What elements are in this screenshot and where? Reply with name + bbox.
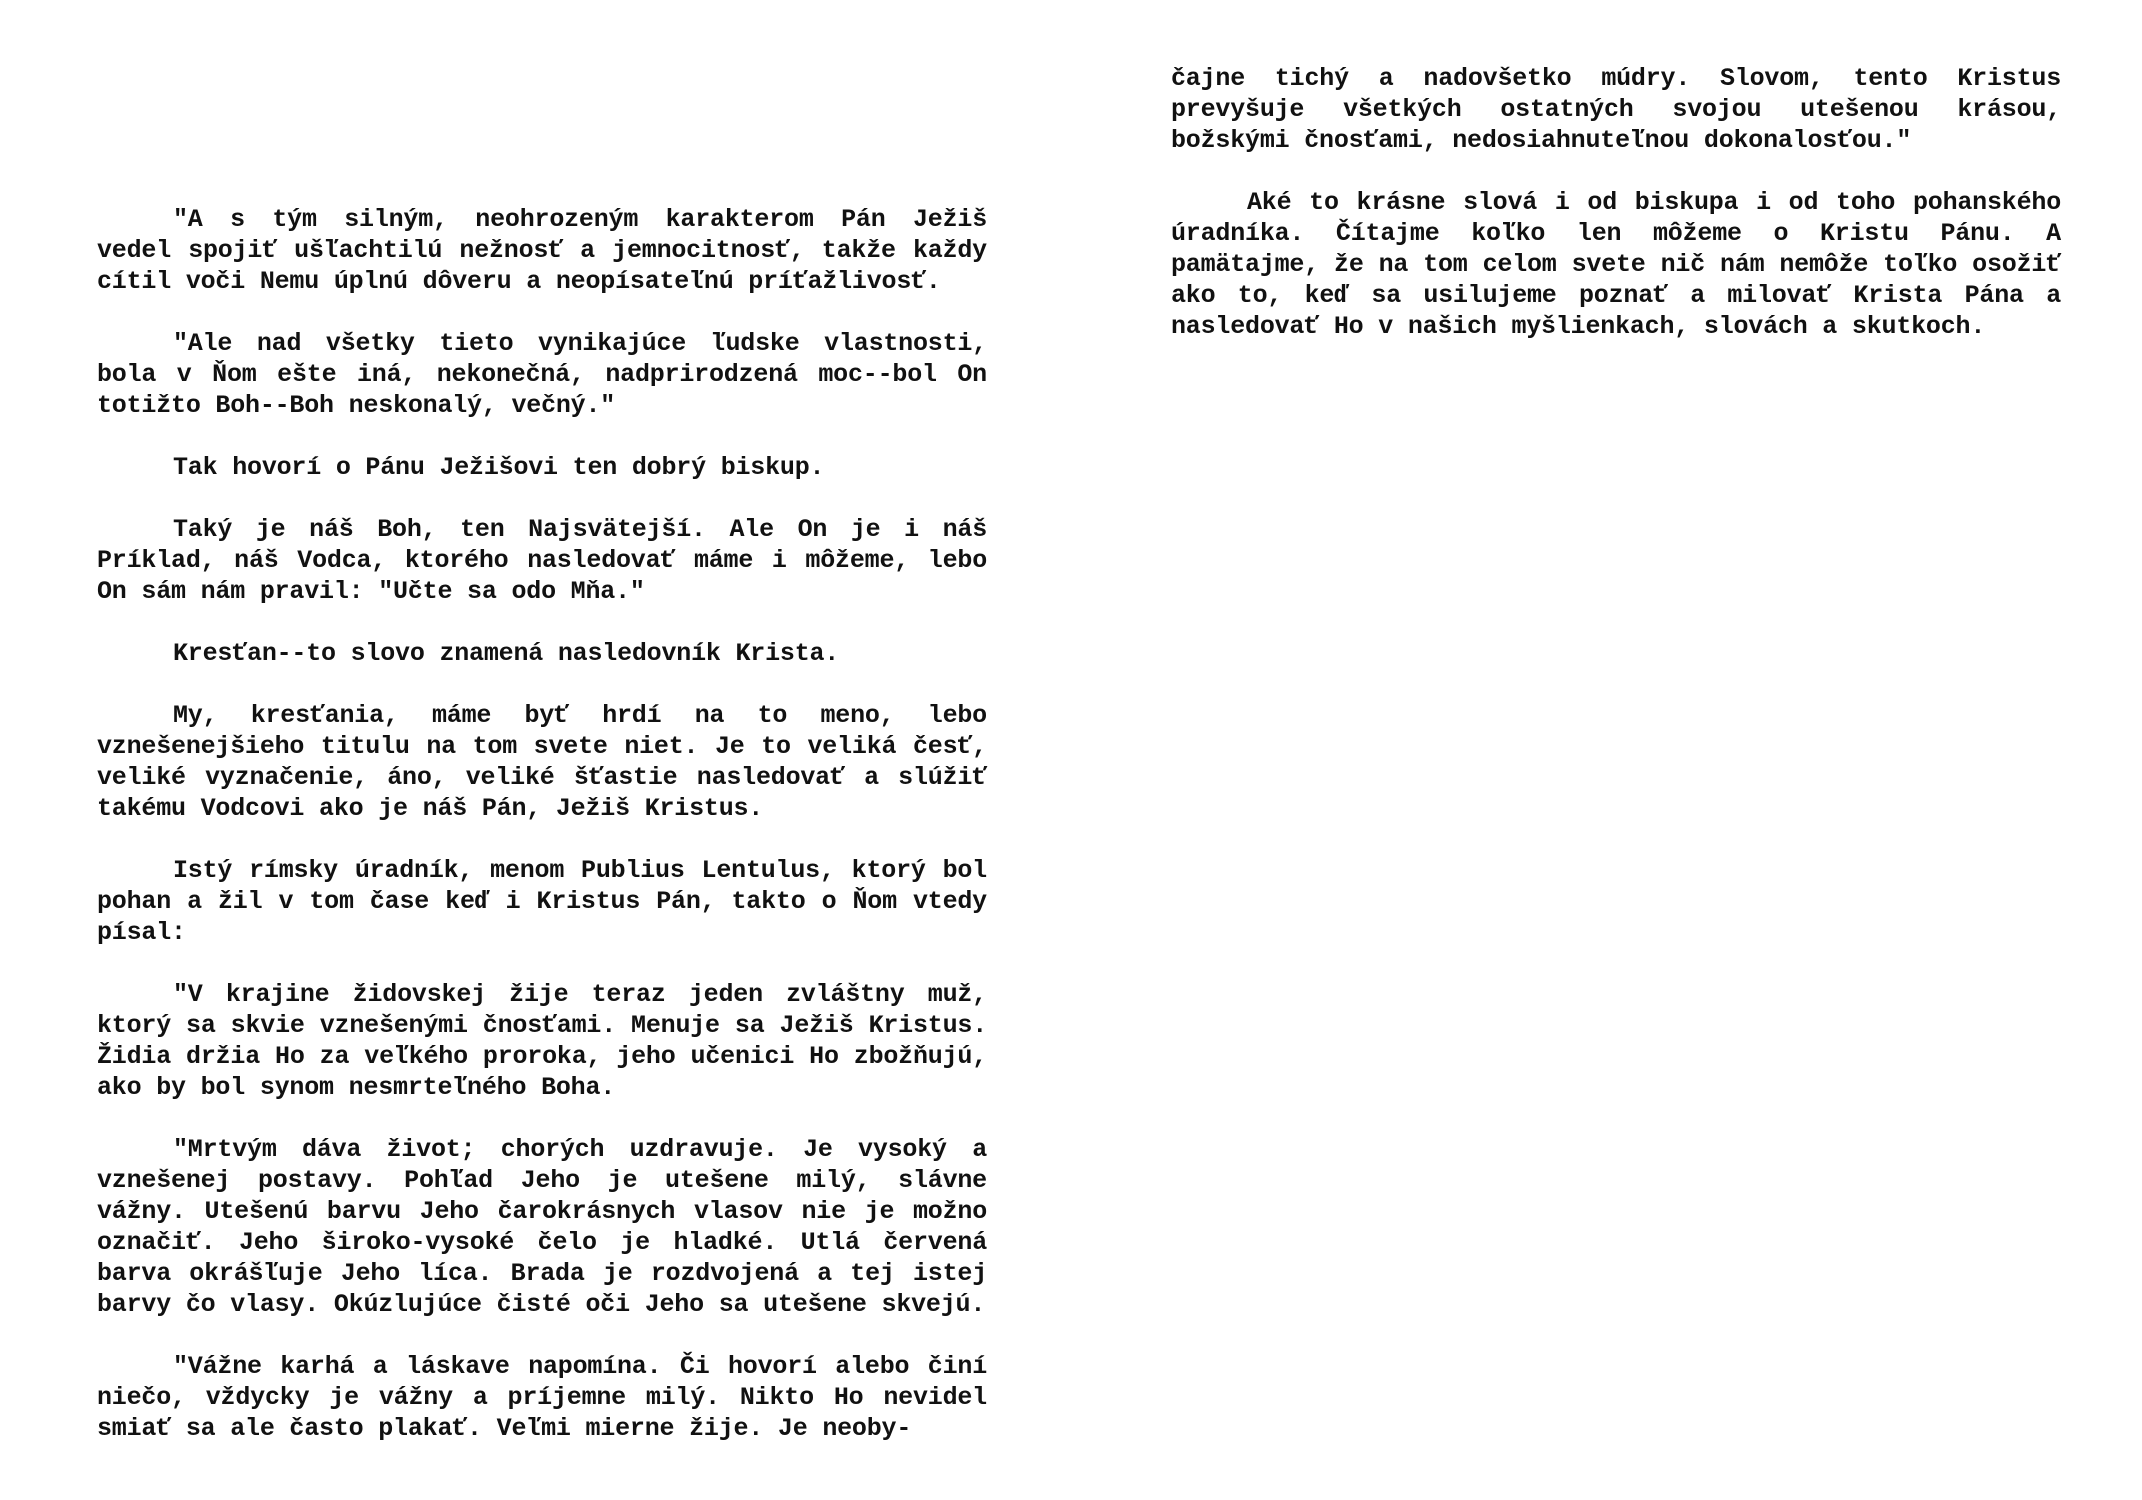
paragraph: "Ale nad všetky tieto vynikajúce ľudske vlastnosti, bola v Ňom ešte iná, nekonečná, nadprirodzená moc--bol On totižto Boh--Boh neskonalý, večný." xyxy=(97,329,987,420)
paragraph: "Mrtvým dáva život; chorých uzdravuje. Je vysoký a vznešenej postavy. Pohľad Jeho je utešene milý, slávne vážny. Utešenú barvu Jeho čarokrásnych vlasov nie je možno označiť. Jeho široko-vysoké čelo je hladké. Utlá červená barva okrášľuje Jeho líca. Brada je rozdvojená a tej istej barvy čo vlasy. Okúzlujúce čisté oči Jeho sa utešene skvejú. xyxy=(97,1135,987,1319)
paragraph: Taký je náš Boh, ten Najsvätejší. Ale On je i náš Príklad, náš Vodca, ktorého nasledovať máme i môžeme, lebo On sám nám pravil: "Učte sa odo Mňa." xyxy=(97,515,987,606)
paragraph: Tak hovorí o Pánu Ježišovi ten dobrý biskup. xyxy=(173,453,825,482)
paragraph: My, kresťania, máme byť hrdí na to meno, lebo vznešenejšieho titulu na tom svete niet. Je to veliká česť, veliké vyznačenie, áno, veliké šťastie nasledovať a slúžiť takému Vodcovi ako je náš Pán, Ježiš Kristus. xyxy=(97,701,987,823)
paragraph: Istý rímsky úradník, menom Publius Lentulus, ktorý bol pohan a žil v tom čase keď i Kristus Pán, takto o Ňom vtedy písal: xyxy=(97,856,987,947)
paragraph: Kresťan--to slovo znamená nasledovník Krista. xyxy=(173,639,840,668)
paragraph: "Vážne karhá a láskave napomína. Či hovorí alebo činí niečo, vždycky je vážny a príjemne milý. Nikto Ho nevidel smiať sa ale často plakať. Veľmi mierne žije. Je neoby- xyxy=(97,1352,987,1443)
paragraph: Aké to krásne slová i od biskupa i od toho pohanského úradníka. Čítajme koľko len môžeme o Kristu Pánu. A pamätajme, že na tom celom svete nič nám nemôže toľko osožiť ako to, keď sa usilujeme poznať a milovať Krista Pána a nasledovať Ho v našich myšlienkach, slovách a skutkoch. xyxy=(1171,188,2061,341)
right-text-column xyxy=(1171,63,2061,373)
paragraph-continuation: čajne tichý a nadovšetko múdry. Slovom, tento Kristus prevyšuje všetkých ostatných svojou utešenou krásou, božskými čnosťami, nedosiahnuteľnou dokonalosťou." xyxy=(1171,64,2061,155)
paragraph: "A s tým silným, neohrozeným karakterom Pán Ježiš vedel spojiť ušľachtilú nežnosť a jemnocitnosť, takže každy cítil voči Nemu úplnú dôveru a neopísateľnú príťažlivosť. xyxy=(97,205,987,296)
right-page xyxy=(1071,0,2142,1500)
paragraph: "V krajine židovskej žije teraz jeden zvláštny muž, ktorý sa skvie vznešenými čnosťami. Menuje sa Ježiš Kristus. Židia držia Ho za veľkého proroka, jeho učenici Ho zbožňujú, ako by bol synom nesmrteľného Boha. xyxy=(97,980,987,1102)
left-text-column xyxy=(97,204,987,1475)
